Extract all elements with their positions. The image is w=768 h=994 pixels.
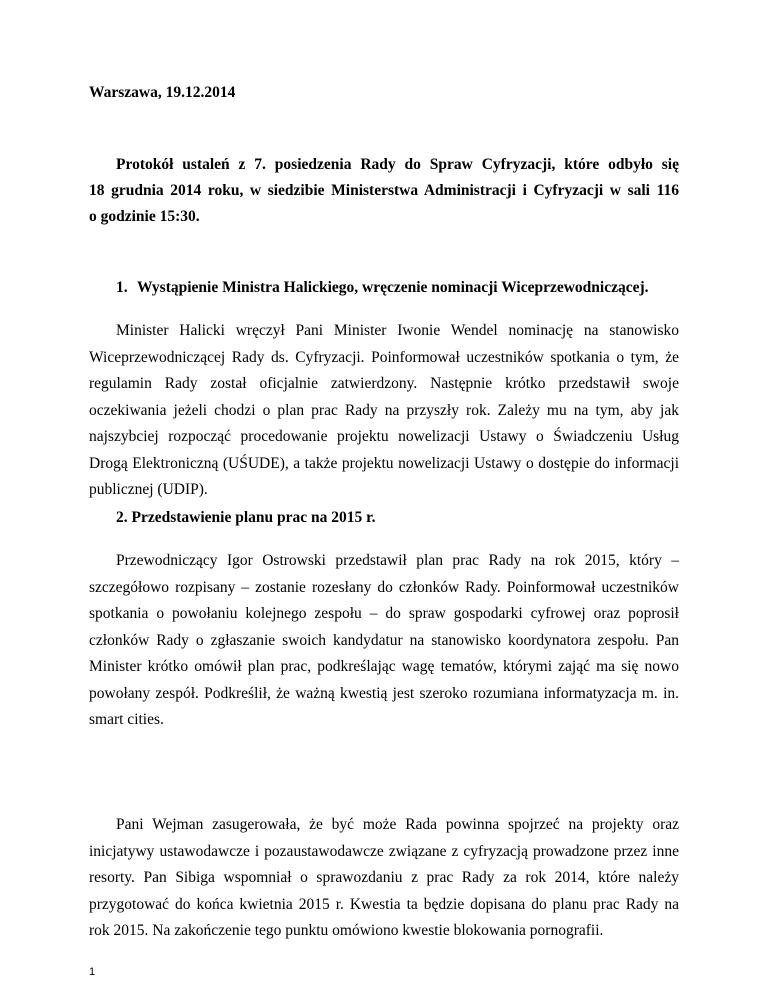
paragraph-line: Pani Wejman zasugerowała, że być może Rada powinna spojrzeć na projekty oraz: [116, 816, 679, 833]
section-3-paragraph: [89, 812, 679, 945]
paragraph-line: najszybciej rozpocząć procedowanie projektu nowelizacji Ustawy o Świadczeniu Usług: [89, 428, 679, 445]
section-1-number: 1.: [116, 279, 128, 296]
section-2-paragraph: [89, 548, 679, 734]
paragraph-line: regulamin Rady został oficjalnie zatwierdzony. Następnie krótko przedstawił swoje: [89, 375, 679, 392]
section-2-heading: [116, 508, 375, 528]
title-line: 18 grudnia 2014 roku, w siedzibie Ministerstwa Administracji i Cyfryzacji w sali 116: [89, 182, 679, 199]
title-line: o godzinie 15:30.: [89, 208, 200, 225]
paragraph-line: smart cities.: [89, 711, 164, 728]
paragraph-line: resorty. Pan Sibiga wspomniał o sprawozdaniu z prac Rady za rok 2014, które należy: [89, 869, 679, 886]
paragraph-line: członków Rady o zgłaszanie swoich kandydatur na stanowisko koordynatora zespołu. Pan: [89, 631, 679, 649]
section-1-heading-text: Wystąpienie Ministra Halickiego, wręczenie nominacji Wiceprzewodniczącej.: [137, 279, 649, 296]
page-number: 1: [89, 966, 96, 978]
paragraph-line: publicznej (UDIP).: [89, 481, 208, 498]
title-line: Protokół ustaleń z 7. posiedzenia Rady do Spraw Cyfryzacji, które odbyło się: [116, 156, 679, 173]
document-title: [89, 152, 679, 230]
paragraph-line: Przewodniczący Igor Ostrowski przedstawił plan prac Rady na rok 2015, który –: [116, 552, 679, 569]
paragraph-line: Minister krótko omówił plan prac, podkreślając wagę tematów, którymi zająć ma się nowo: [89, 658, 679, 675]
section-2-number: 2: [116, 509, 124, 526]
paragraph-line: szczegółowo rozpisany – zostanie rozesłany do członków Rady. Poinformował uczestników: [89, 578, 679, 596]
paragraph-line: inicjatywy ustawodawcze i pozaustawodawcze związane z cyfryzacją prowadzone przez inne: [89, 842, 679, 860]
paragraph-line: Drogą Elektroniczną (UŚUDE), a także projektu nowelizacji Ustawy o dostępie do informacji: [89, 454, 679, 472]
paragraph-line: przygotować do końca kwietnia 2015 r. Kwestia ta będzie dopisana do planu prac Rady na: [89, 895, 679, 913]
paragraph-line: spotkania o powołaniu kolejnego zespołu – do spraw gospodarki cyfrowej oraz poprosił: [89, 605, 679, 622]
section-2-heading-text: . Przedstawienie planu prac na 2015 r.: [123, 509, 376, 526]
paragraph-line: Minister Halicki wręczył Pani Minister Iwonie Wendel nominację na stanowisko: [116, 322, 679, 339]
paragraph-line: powołany zespół. Podkreślił, że ważną kwestią jest szeroko rozumiana informatyzacja m. in.: [89, 684, 679, 702]
section-1-heading: [116, 278, 649, 298]
paragraph-line: Wiceprzewodniczącej Rady ds. Cyfryzacji. Poinformował uczestników spotkania o tym, że: [89, 348, 679, 366]
document-date: Warszawa, 19.12.2014: [89, 84, 236, 101]
paragraph-line: rok 2015. Na zakończenie tego punktu omówiono kwestie blokowania pornografii.: [89, 922, 604, 939]
paragraph-line: oczekiwania jeżeli chodzi o plan prac Rady na przyszły rok. Zależy mu na tym, aby jak: [89, 401, 679, 419]
section-1-paragraph: [89, 318, 679, 504]
